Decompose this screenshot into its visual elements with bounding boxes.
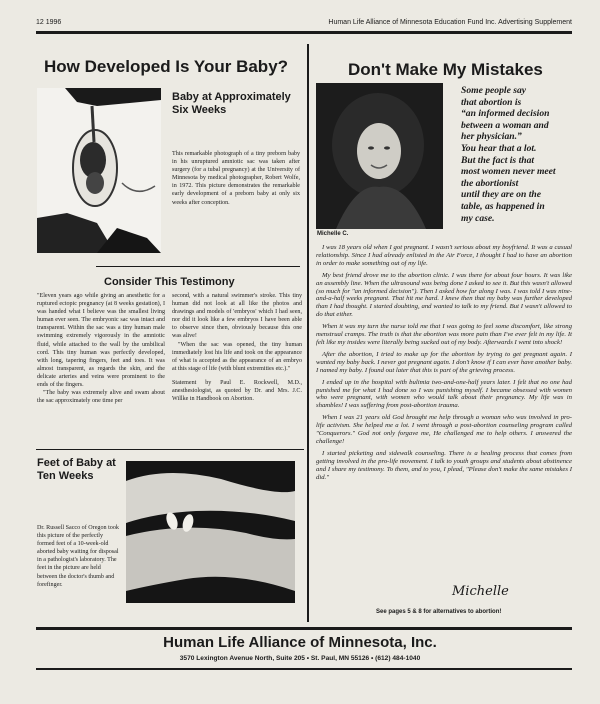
footer-org: Human Life Alliance of Minnesota, Inc.: [163, 634, 437, 651]
embryo-image: [37, 88, 161, 253]
publisher-line: Human Life Alliance of Minnesota Education Fund Inc. Advertising Supplement: [328, 19, 572, 26]
letter-paragraph: I started picketing and sidewalk counseling. There is a healing process that comes from getting involved in the pro-life movement. I talk to youth groups and students about abstinence and I share my testimony. To them, and to you, I plead, "Please don't make the same mistakes I did.": [316, 449, 572, 481]
testimony-statement: Statement by Paul E. Rockwell, M.D., anesthesiologist, as quoted by Dr. and Mrs. J.C. Willke in Handbook on Abortion.: [172, 379, 302, 403]
letter-paragraph: When it was my turn the nurse told me that I was going to feel some discomfort, like strong menstrual cramps. The truth is that the abortion was more pain than I've ever felt in my life. It felt like my insides were literally being sucked out of my body. Afterwards I went into shock!: [316, 323, 572, 346]
photo-caption: Michelle C.: [317, 231, 349, 237]
feet-heading: Feet of Baby at Ten Weeks: [37, 457, 116, 482]
footer-rule-bottom: [36, 668, 572, 670]
feet-rule: [36, 449, 304, 450]
letter-paragraph: I was 18 years old when I got pregnant. I wasn't serious about my boyfriend. It was a casual relationship. Since I had already enlisted in the Air Force, I thought I had to have an abortion in order to make something out of my life.: [316, 244, 572, 267]
embryo-photo: [37, 88, 161, 253]
signature: Michelle: [452, 584, 509, 599]
testimony-col1: "Eleven years ago while giving an anesthetic for a ruptured ectopic pregnancy (at 8 weeks gestation), I was handed what I believe was the smallest living human ever seen. The embryonic sac was intact and transparent. Within the sac was a tiny human male swimming extremely vigorously in the amniotic fluid, while attached to the wall by the umbilical cord. This tiny human was perfectly developed, with long, tapering fingers, feet and toes. It was almost transparent, as regards the skin, and the delicate arteries and veins were prominent to the ends of the fingers. "The baby was extremely alive and swam about the sac approximately one time per: [37, 293, 165, 405]
column-divider: [307, 44, 309, 622]
letter-paragraph: When I was 21 years old God brought me help through a woman who was involved in pro-life activism. She helped me a lot. I went through a post-abortion counseling program called "Conquerors." God not only forgave me, He challenged me to help others. I answered the challenge!: [316, 414, 572, 445]
feet-caption: Dr. Russell Sacco of Oregon took this picture of the perfectly formed feet of a 10-week-old aborted baby waiting for disposal in a pathologist's laboratory. The feet in the picture are held between the doctor's thumb and forefinger.: [37, 525, 119, 588]
baby-caption: This remarkable photograph of a tiny preborn baby in his unruptured amniotic sac was taken after surgery (for a tubal pregnancy) at the University of Minnesota by medical photographer, Robert Wolfe, in 1972. This picture demonstrates the remarkable early development of a preborn baby at only six weeks after conception.: [172, 151, 300, 206]
letter-paragraph: I ended up in the hospital with bulimia two-and-one-half years later. I felt that no one had punished me for what I had done so I was punishing myself. I became obsessed with women who were pregnant, with women who would talk about their pregnancy. My life was in shambles! I was suffering from post-abortion trauma.: [316, 378, 572, 410]
footer-rule-top: [36, 627, 572, 630]
see-pages-note: See pages 5 & 8 for alternatives to abortion!: [376, 609, 502, 615]
letter-paragraph: After the abortion, I tried to make up for the abortion by trying to get pregnant again. I wanted my baby back. I never got pregnant again. I don't know if I can ever have another baby. I named my baby. I found out later that this is part of the grieving process.: [316, 350, 572, 374]
feet-photo: [126, 461, 295, 603]
page-date: 12 1996: [36, 19, 62, 26]
pull-quote: Some people say that abortion is “an informed decision between a woman and her physician.” You hear that a lot. But the fact is that most women never meet the abortionist until they are on the table, as happened in my case.: [461, 85, 556, 224]
baby-heading: Baby at Approximately Six Weeks: [172, 91, 291, 116]
letter-paragraph: My best friend drove me to the abortion clinic. I was there for about four hours. It was like an assembly line. When the ultrasound was being done I asked to see it. But this wasn't allowed (so much for "an informed decision"). Then I asked how far along I was. I was told I was nine-and-a-half weeks pregnant. That hit me hard. I knew then that my baby was further developed than I had thought. I started doubting, and wanted to talk to my friend. But I wasn't allowed to do that either.: [316, 271, 572, 319]
right-title: Don't Make My Mistakes: [348, 60, 543, 79]
header-rule: [36, 31, 572, 34]
testimony-title: Consider This Testimony: [104, 276, 235, 288]
testimony-rule: [96, 266, 300, 267]
portrait-image: [316, 83, 443, 229]
testimony-col2: second, with a natural swimmer's stroke. This tiny human did not look at all like the photos and drawings and models of 'embryos' which I had seen, nor did it look like a few embryos I have been able to observe since then, obviously because this one was alive! "When the sac was opened, the tiny human immediately lost his life and took on the appearance of what is accepted as the appearance of an embryo at this stage of life (with blunt extremities etc.)." Statement by Paul E. Rockwell, M.D., anesthesiologist, as quoted by Dr. and Mrs. J.C. Willke in Handbook on Abortion.: [172, 293, 302, 403]
footer-address: 3570 Lexington Avenue North, Suite 205 • St. Paul, MN 55126 • (612) 484-1040: [179, 655, 421, 662]
feet-image: [126, 461, 295, 603]
michelle-photo: [316, 83, 443, 229]
left-title: How Developed Is Your Baby?: [44, 57, 289, 76]
testimony-letter: [316, 244, 572, 485]
